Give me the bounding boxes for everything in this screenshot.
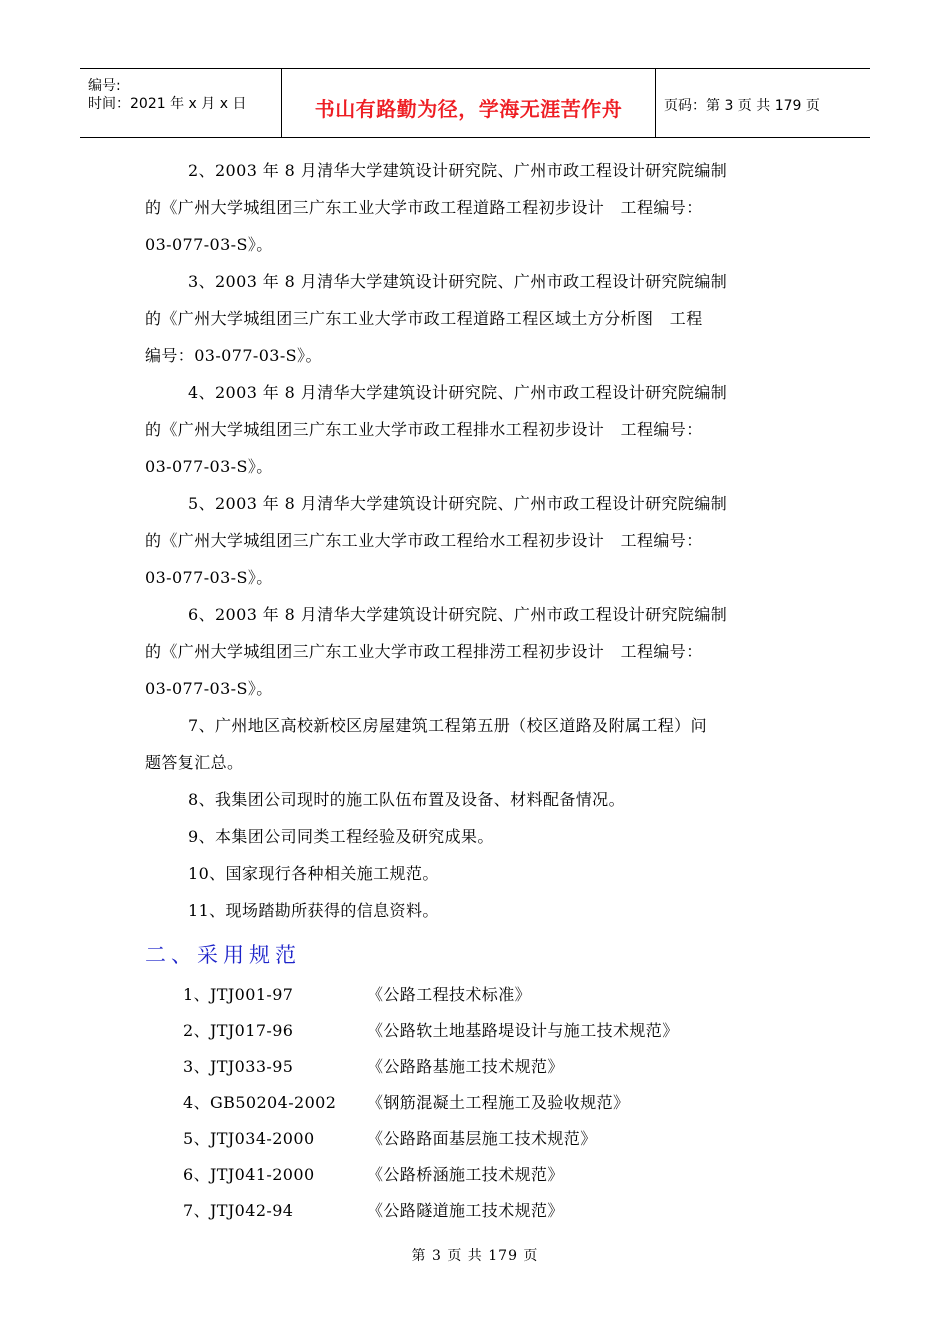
- reference-line: 7、广州地区高校新校区房屋建筑工程第五册（校区道路及附属工程）问: [188, 716, 707, 735]
- standard-title: 《公路桥涵施工技术规范》: [367, 1165, 564, 1184]
- page-header: [80, 68, 870, 138]
- reference-line: 的《广州大学城组团三广东工业大学市政工程给水工程初步设计 工程编号：: [145, 531, 703, 550]
- reference-item: [145, 596, 805, 707]
- reference-line: 编号：03-077-03-S》。: [145, 346, 322, 365]
- standard-row: [145, 1013, 805, 1049]
- standard-row: [145, 1157, 805, 1193]
- standard-code: 7、JTJ042-94: [183, 1201, 294, 1220]
- reference-item: [145, 152, 805, 263]
- reference-item: [145, 374, 805, 485]
- reference-item: [145, 707, 805, 781]
- reference-line: 6、2003 年 8 月清华大学建筑设计研究院、广州市政工程设计研究院编制: [188, 605, 728, 624]
- reference-line: 3、2003 年 8 月清华大学建筑设计研究院、广州市政工程设计研究院编制: [188, 272, 728, 291]
- reference-line: 4、2003 年 8 月清华大学建筑设计研究院、广州市政工程设计研究院编制: [188, 383, 728, 402]
- reference-list: [145, 152, 805, 929]
- reference-line: 题答复汇总。: [145, 753, 244, 772]
- standard-code: 1、JTJ001-97: [183, 985, 294, 1004]
- header-page-info: 页码：第 3 页 共 179 页: [664, 98, 820, 114]
- standard-row: [145, 977, 805, 1013]
- reference-item: [145, 263, 805, 374]
- header-right-cell: [656, 69, 870, 137]
- reference-line: 03-077-03-S》。: [145, 457, 273, 476]
- standard-row: [145, 1049, 805, 1085]
- reference-line: 03-077-03-S》。: [145, 679, 273, 698]
- reference-item: [145, 892, 805, 929]
- standard-title: 《公路软土地基路堤设计与施工技术规范》: [367, 1021, 679, 1040]
- reference-line: 的《广州大学城组团三广东工业大学市政工程排涝工程初步设计 工程编号：: [145, 642, 703, 661]
- document-time-label: 时间：2021 年 x 月 x 日: [88, 96, 247, 112]
- standard-row: [145, 1193, 805, 1229]
- reference-item: [145, 485, 805, 596]
- reference-line: 03-077-03-S》。: [145, 568, 273, 587]
- reference-line: 8、我集团公司现时的施工队伍布置及设备、材料配备情况。: [188, 790, 625, 809]
- document-body: [145, 152, 805, 1229]
- reference-line: 10、国家现行各种相关施工规范。: [188, 864, 439, 883]
- header-middle-cell: [282, 69, 656, 137]
- standards-list: [145, 977, 805, 1229]
- section-title: 二、采用规范: [145, 943, 301, 967]
- standard-title: 《公路路面基层施工技术规范》: [367, 1129, 597, 1148]
- document-code-label: 编号:: [88, 78, 121, 94]
- reference-line: 的《广州大学城组团三广东工业大学市政工程排水工程初步设计 工程编号：: [145, 420, 703, 439]
- standard-row: [145, 1085, 805, 1121]
- reference-item: [145, 781, 805, 818]
- reference-line: 03-077-03-S》。: [145, 235, 273, 254]
- reference-line: 2、2003 年 8 月清华大学建筑设计研究院、广州市政工程设计研究院编制: [188, 161, 728, 180]
- reference-line: 9、本集团公司同类工程经验及研究成果。: [188, 827, 494, 846]
- reference-line: 11、现场踏勘所获得的信息资料。: [188, 901, 439, 920]
- reference-line: 5、2003 年 8 月清华大学建筑设计研究院、广州市政工程设计研究院编制: [188, 494, 728, 513]
- standard-row: [145, 1121, 805, 1157]
- standard-title: 《公路工程技术标准》: [367, 985, 532, 1004]
- header-slogan: 书山有路勤为径，学海无涯苦作舟: [314, 97, 623, 121]
- standard-code: 5、JTJ034-2000: [183, 1129, 315, 1148]
- standard-title: 《公路隧道施工技术规范》: [367, 1201, 564, 1220]
- header-left-cell: [80, 69, 282, 137]
- reference-line: 的《广州大学城组团三广东工业大学市政工程道路工程区域土方分析图 工程: [145, 309, 703, 328]
- reference-item: [145, 818, 805, 855]
- page-footer: 第 3 页 共 179 页: [411, 1248, 539, 1264]
- standard-title: 《钢筋混凝土工程施工及验收规范》: [367, 1093, 630, 1112]
- standard-code: 6、JTJ041-2000: [183, 1165, 315, 1184]
- standard-title: 《公路路基施工技术规范》: [367, 1057, 564, 1076]
- reference-item: [145, 855, 805, 892]
- standard-code: 2、JTJ017-96: [183, 1021, 294, 1040]
- reference-line: 的《广州大学城组团三广东工业大学市政工程道路工程初步设计 工程编号：: [145, 198, 703, 217]
- standard-code: 3、JTJ033-95: [183, 1057, 294, 1076]
- standard-code: 4、GB50204-2002: [183, 1093, 337, 1112]
